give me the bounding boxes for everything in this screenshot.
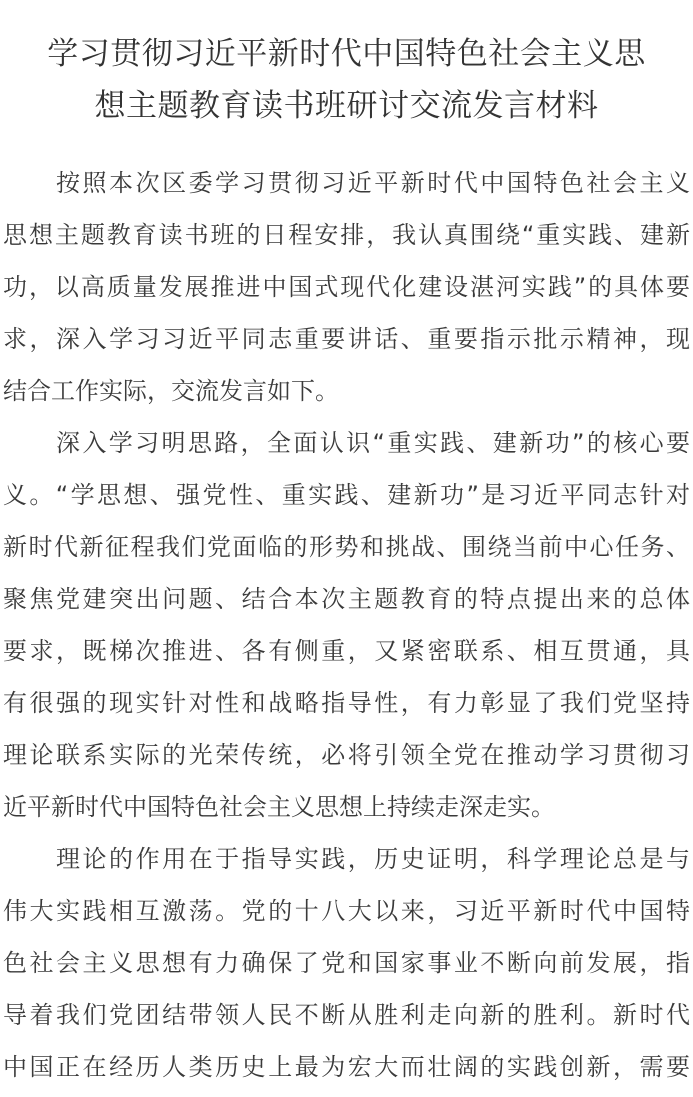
paragraph-2-line: 新时代新征程我们党面临的形势和挑战、围绕当前中心任务、 [3,533,690,561]
paragraph-1-line: 思想主题教育读书班的日程安排，我认真围绕“重实践、建新 [3,221,690,249]
paragraph-2-line: 聚焦党建突出问题、结合本次主题教育的特点提出来的总体 [3,585,690,613]
paragraph-3-line: 中国正在经历人类历史上最为宏大而壮阔的实践创新，需要 [3,1053,690,1081]
paragraph-2-line: 理论联系实际的光荣传统，必将引领全党在推动学习贯彻习 [3,741,690,769]
paragraph-3-line: 色社会主义思想有力确保了党和国家事业不断向前发展，指 [3,949,690,977]
document-title [0,0,693,132]
paragraph-1-line: 按照本次区委学习贯彻习近平新时代中国特色社会主义 [56,169,690,197]
document-body [3,157,690,1093]
paragraph-3-line: 伟大实践相互激荡。党的十八大以来，习近平新时代中国特 [3,897,690,925]
paragraph-1-line: 功，以高质量发展推进中国式现代化建设湛河实践”的具体要 [3,273,690,301]
paragraph-2-line: 义。“学思想、强党性、重实践、建新功”是习近平同志针对 [3,481,690,509]
paragraph-3-line: 导着我们党团结带领人民不断从胜利走向新的胜利。新时代 [3,1001,690,1029]
paragraph-2-line: 深入学习明思路，全面认识“重实践、建新功”的核心要 [56,429,690,457]
title-line-2: 想主题教育读书班研讨交流发言材料 [94,88,599,124]
title-line-1: 学习贯彻习近平新时代中国特色社会主义思 [47,36,646,72]
paragraph-2-line: 有很强的现实针对性和战略指导性，有力彰显了我们党坚持 [3,689,690,717]
paragraph-1-line: 求，深入学习习近平同志重要讲话、重要指示批示精神，现 [3,325,690,353]
paragraph-3-line: 理论的作用在于指导实践，历史证明，科学理论总是与 [56,845,690,873]
paragraph-2-line: 近平新时代中国特色社会主义思想上持续走深走实。 [3,793,555,821]
paragraph-2-line: 要求，既梯次推进、各有侧重，又紧密联系、相互贯通，具 [3,637,690,665]
paragraph-1-line: 结合工作实际，交流发言如下。 [3,377,339,405]
